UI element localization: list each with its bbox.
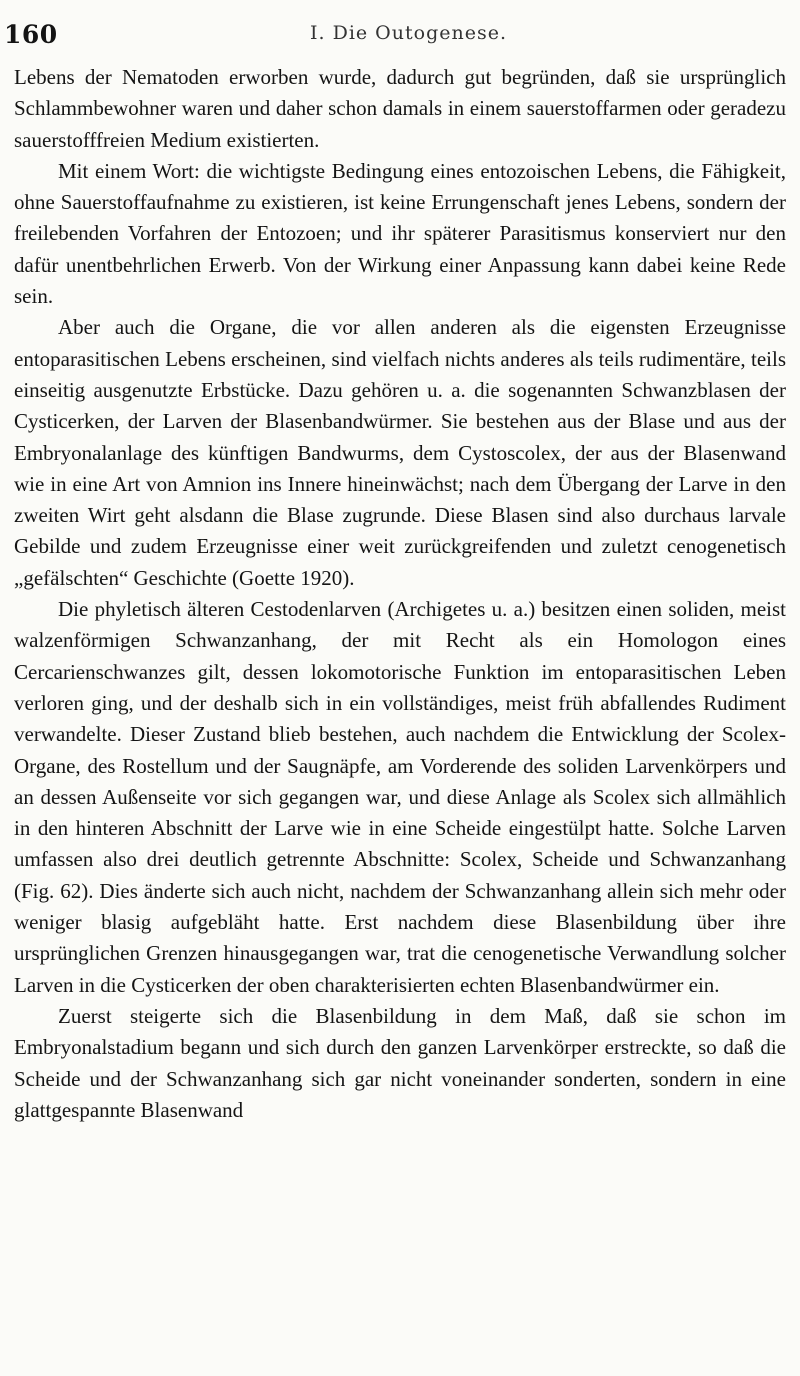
running-head: I. Die Outogenese. xyxy=(310,22,507,44)
paragraph: Mit einem Wort: die wichtigste Bedingung eines entozoischen Lebens, die Fähigkeit, ohne Sauerstoffaufnahme zu existieren, ist keine Errungenschaft jenes Lebens, sondern der freilebenden Vorfahren der Entozoen; und ihr späterer Parasitismus konserviert nur den dafür unentbehrlichen Erwerb. Von der Wirkung einer Anpassung kann dabei keine Rede sein. xyxy=(14,158,786,309)
body-text xyxy=(14,62,786,1126)
paragraph: Die phyletisch älteren Cestodenlarven (Archigetes u. a.) besitzen einen soliden, meist walzenförmigen Schwanzanhang, der mit Recht als ein Homologon eines Cercarienschwanzes gilt, dessen lokomotorische Funktion im entoparasitischen Leben verloren ging, und der deshalb sich in ein vollständiges, meist früh abfallendes Rudiment verwandelte. Dieser Zustand blieb bestehen, auch nachdem die Entwicklung der Scolex-Organe, des Rostellum und der Saugnäpfe, am Vorderende des soliden Larvenkörpers und an dessen Außenseite vor sich gegangen war, und diese Anlage als Scolex sich allmählich in den hinteren Abschnitt der Larve wie in eine Scheide eingestülpt hatte. Solche Larven umfassen also drei deutlich getrennte Abschnitte: Scolex, Scheide und Schwanzanhang (Fig. 62). Dies änderte sich auch nicht, nachdem der Schwanzanhang allein sich mehr oder weniger blasig aufgebläht hatte. Erst nachdem diese Blasenbildung über ihre ursprünglichen Grenzen hinausgegangen war, trat die cenogenetische Verwandlung solcher Larven in die Cysticerken der oben charakterisierten echten Blasenbandwürmer ein. xyxy=(14,597,786,997)
page-number: 160 xyxy=(4,20,58,49)
paragraph: Zuerst steigerte sich die Blasenbildung in dem Maß, daß sie schon im Embryonalstadium begann und sich durch den ganzen Larvenkörper erstreckte, so daß die Scheide und der Schwanzanhang sich gar nicht voneinander sonderten, sondern in eine glattgespannte Blasenwand xyxy=(14,1003,786,1122)
page-header xyxy=(0,18,800,50)
paragraph: Aber auch die Organe, die vor allen anderen als die eigensten Erzeugnisse entoparasitischen Lebens erscheinen, sind vielfach nichts anderes als teils rudimentäre, teils einseitig ausgenutzte Erbstücke. Dazu gehören u. a. die sogenannten Schwanzblasen der Cysticerken, der Larven der Blasenbandwürmer. Sie bestehen aus der Blase und aus der Embryonalanlage des künftigen Bandwurms, dem Cystoscolex, der aus der Blasenwand wie in eine Art von Amnion ins Innere hineinwächst; nach dem Übergang der Larve in den zweiten Wirt geht alsdann die Blase zugrunde. Diese Blasen sind also durchaus larvale Gebilde und zudem Erzeugnisse einer weit zurückgreifenden und zuletzt cenogenetisch „gefälschten“ Geschichte (Goette 1920). xyxy=(14,315,786,590)
paragraph: Lebens der Nematoden erworben wurde, dadurch gut begründen, daß sie ursprünglich Schlammbewohner waren und daher schon damals in einem sauerstoffarmen oder geradezu sauerstofffreien Medium existierten. xyxy=(14,65,786,152)
